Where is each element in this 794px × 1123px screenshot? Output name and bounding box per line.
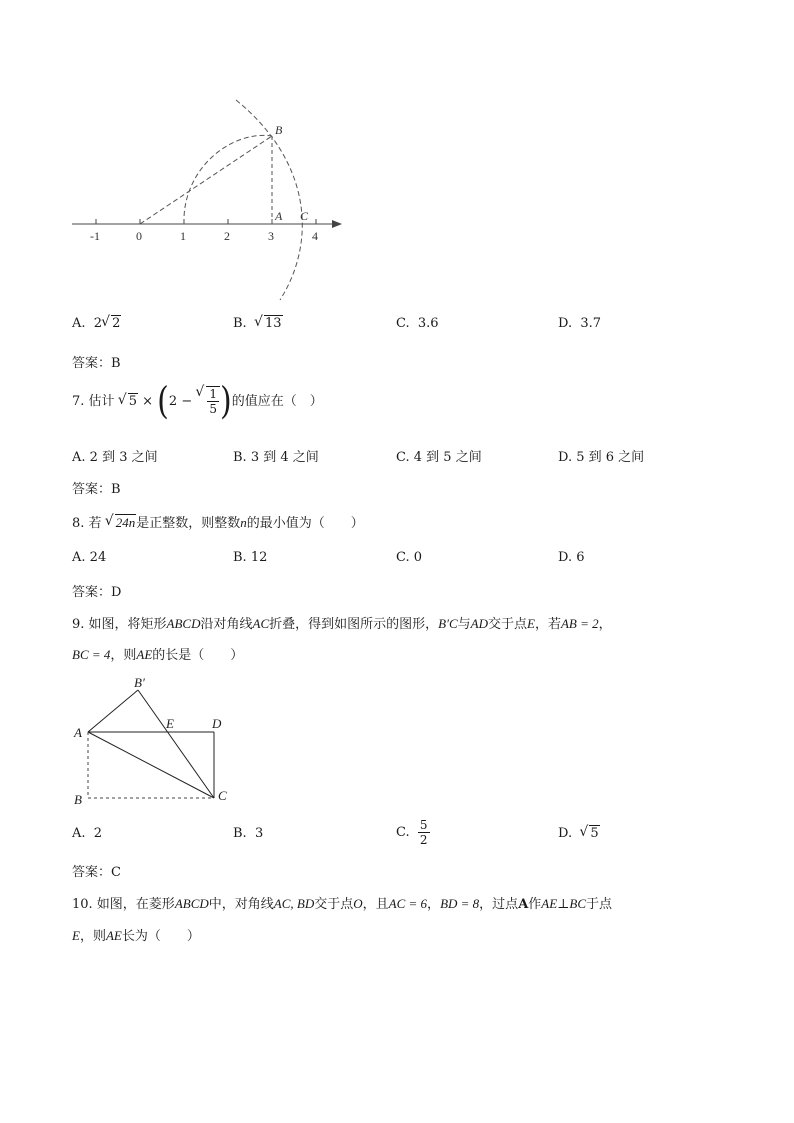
number-line-figure: [60, 90, 360, 305]
tick-label: 0: [136, 229, 142, 243]
segment-0B: [140, 136, 272, 224]
q8-stem: 8. 若 √ 24n是正整数，则整数n的最小值为（ ）: [72, 512, 364, 531]
q6-answer: 答案：B: [72, 356, 121, 371]
tick-label: 3: [268, 229, 274, 243]
sqrt-symbol: √ 5: [580, 826, 599, 841]
q6-option-d: D. 3.7: [558, 316, 602, 331]
point-label-B: B: [74, 792, 82, 807]
point-label-E: E: [166, 716, 174, 731]
sqrt-symbol: √ 2: [102, 316, 121, 331]
tick-label: 1: [180, 229, 186, 243]
q6-option-b: B. √ 13: [233, 316, 283, 331]
point-label-A: A: [275, 209, 283, 223]
q8-option-a: A. 24: [72, 550, 107, 565]
q7-stem: 7. 估计 √ 5 × (2 − √ $\frac{1}{5}$ )的值应在（ ）: [72, 386, 323, 417]
q9-option-d: D. √ 5: [558, 826, 600, 841]
q9-stem-line2: BC = 4，则AE的长是（ ）: [72, 647, 244, 663]
point-label-D: D: [212, 716, 222, 731]
left-paren: (: [157, 379, 169, 423]
segment-AC: [88, 732, 214, 798]
right-paren: ): [220, 379, 232, 423]
point-label-C: C: [300, 209, 309, 223]
q8-option-d: D. 6: [558, 550, 585, 565]
folded-rectangle-figure: [68, 672, 238, 812]
q7-option-a: A. 2 到 3 之间: [72, 450, 158, 465]
tick-label: 4: [312, 229, 318, 243]
q6-option-a: A. 2√ 2: [72, 316, 121, 331]
sqrt-symbol: √ $\frac{1}{5}$: [196, 386, 220, 416]
q7-option-b: B. 3 到 4 之间: [233, 450, 319, 465]
q10-stem-line2: E，则AE长为（ ）: [72, 928, 200, 944]
q9-option-a: A. 2: [72, 826, 103, 841]
small-arc: [184, 135, 272, 224]
sqrt-symbol: √ 5: [119, 394, 138, 409]
segment-AB-prime: [88, 690, 138, 732]
q7-answer: 答案：B: [72, 482, 121, 497]
q9-answer: 答案：C: [72, 865, 121, 880]
q7-option-c: C. 4 到 5 之间: [396, 450, 482, 465]
sqrt-symbol: √ 24n: [106, 515, 137, 531]
sqrt-symbol: √ 13: [255, 316, 283, 331]
large-arc: [236, 100, 302, 300]
point-label-A: A: [74, 725, 82, 740]
q9-stem-line1: 9. 如图，将矩形ABCD沿对角线AC折叠，得到如图所示的图形，B′C与AD交于点E，若AB = 2，: [72, 616, 612, 632]
tick-label: -1: [90, 229, 100, 243]
q9-option-c: C. $\frac{5}{2}$: [396, 818, 428, 847]
q8-option-c: C. 0: [396, 550, 423, 565]
point-label-C: C: [218, 788, 227, 803]
q8-option-b: B. 12: [233, 550, 268, 565]
q8-answer: 答案：D: [72, 585, 122, 600]
point-label-B: B: [275, 123, 283, 137]
point-label-B-prime: B′: [134, 675, 145, 690]
q7-option-d: D. 5 到 6 之间: [558, 450, 645, 465]
tick-label: 2: [224, 229, 230, 243]
q6-option-c: C. 3.6: [396, 316, 439, 331]
fraction: $\frac{5}{2}$: [419, 818, 428, 847]
axis-arrow-icon: [332, 220, 342, 228]
q10-stem-line1: 10. 如图，在菱形ABCD中，对角线AC, BD交于点O，且AC = 6，BD = 8，过点A作AE⊥BC于点: [72, 896, 613, 912]
q9-option-b: B. 3: [233, 826, 264, 841]
segment-B-prime-C: [138, 690, 214, 798]
